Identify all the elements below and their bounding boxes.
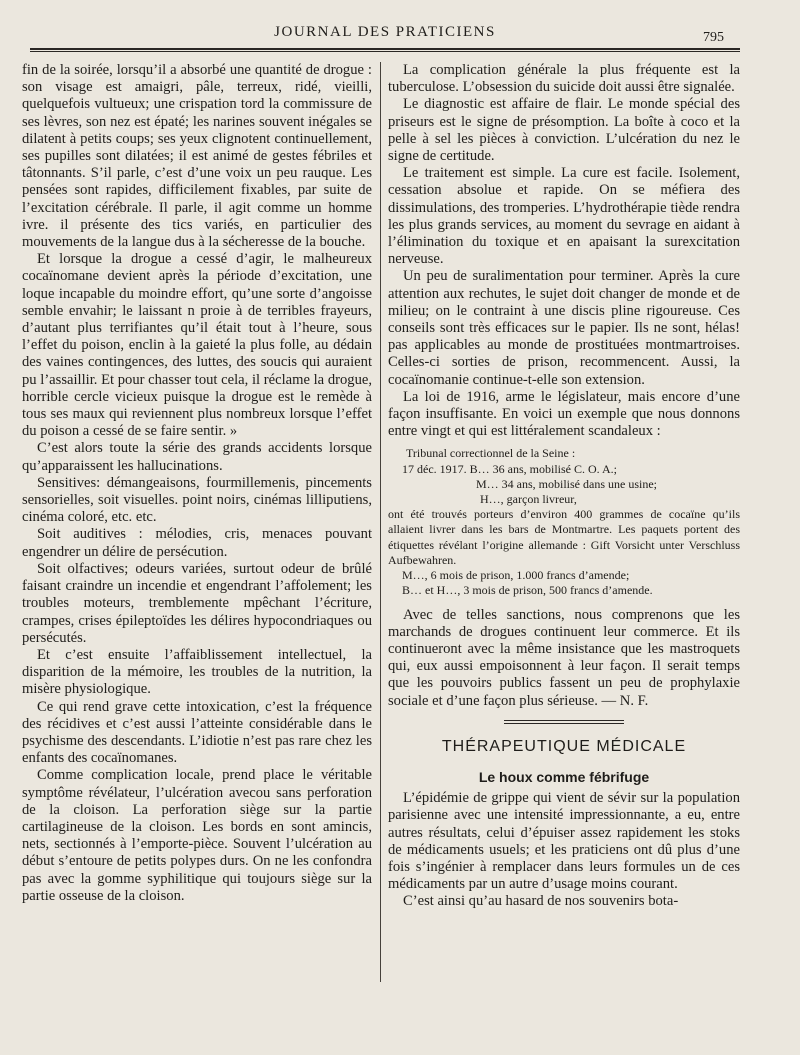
paragraph: fin de la soirée, lorsqu’il a absorbé une quantité de drogue : son visage est amaigri, pâle, terreux, ridé, vieilli, quelquefois vultueux; une crispation tord la commissure de ses lèvres, son nez est épaté; les narines souvent inégales se dilatent à petits coups; ses yeux clignotent continuellement, ses pupilles sont dilatées; il est animé de gestes fébriles et tâtonnants. S’il parle, c’est d’une voix un peu rauque. Les pensées sont rapides, difficilement fixables, par suite de l’excitation cérébrale. Il parle, il agit comme un homme ivre. il présente des tics variés, en particulier des mouvements de la langue dus à la sécheresse de la bouche.	[22, 62, 372, 251]
column-divider	[380, 62, 381, 982]
right-column	[388, 62, 740, 911]
quote-line: H…, garçon livreur,	[480, 492, 577, 507]
court-quote	[388, 446, 740, 598]
paragraph: L’épidémie de grippe qui vient de sévir sur la population parisienne avec une intensité impressionnante, a eu, entre autres résultats, celui d’épuiser assez rapidement les stoks de médicaments usuels; et les praticiens ont dû plus d’une fois s’ingénier à remplacer dans leurs formules un de ces médicaments par un autre d’usage moins courant.	[388, 790, 740, 893]
page-header	[30, 18, 740, 52]
paragraph: Comme complication locale, prend place le véritable symptôme révélateur, l’ulcération avecou sans perforation de la cloison. La perforation siège sur la partie cartilagineuse de la cloison. Les bords en sont amincis, nets, sectionnés à l’emporte-pièce. Souvent l’ulcération au début s’entoure de petits polypes durs. On ne les confondra pas avec la gomme syphilitique qui toujours siège sur la partie osseuse de la cloison.	[22, 767, 372, 904]
paragraph: Soit auditives : mélodies, cris, menaces pouvant engendrer un délire de persécution.	[22, 526, 372, 560]
article-title: Le houx comme fébrifuge	[478, 768, 650, 785]
quote-line: 17 déc. 1917. B… 36 ans, mobilisé C. O. A.;	[402, 461, 617, 476]
quote-sentence: B… et H…, 3 mois de prison, 500 francs d’amende.	[402, 583, 653, 598]
paragraph: Le traitement est simple. La cure est facile. Isolement, cessation absolue et rapide. On se méfiera des dissimulations, des tromperies. L’hydrothérapie tiède rendra les plus grands services, au moment du sevrage en aidant à l’élimination du toxique et en apaisant la surexcitation nerveuse.	[388, 165, 740, 268]
quote-narrative: ont été trouvés porteurs d’environ 400 grammes de cocaïne qu’ils allaient livrer dans les bars de Montmartre. Les paquets portent des étiquettes révélant l’origine allemande : Gift Vorsicht unter Verschluss Aufbewahren.	[388, 507, 740, 567]
paragraph: Le diagnostic est affaire de flair. Le monde spécial des priseurs est le signe de présomption. La boîte à coco et la pelle à sel les pièces à conviction. L’ulcération du nez le signe de certitude.	[388, 96, 740, 165]
paragraph: C’est ainsi qu’au hasard de nos souvenirs bota-	[403, 893, 679, 910]
quote-line: M… 34 ans, mobilisé dans une usine;	[476, 476, 657, 491]
paragraph: La loi de 1916, arme le législateur, mais encore d’une façon insuffisante. En voici un exemple que nous donnons entre vingt et qui est littéralement scandaleux :	[388, 388, 740, 440]
paragraph: Ce qui rend grave cette intoxication, c’est la fréquence des récidives et c’est aussi l’atteinte considérable dans le psychisme des descendants. L’idiotie n’est pas rare chez les enfants des cocaïnomanes.	[22, 698, 372, 767]
quote-court: Tribunal correctionnel de la Seine :	[406, 446, 576, 461]
paragraph: Sensitives: démangeaisons, fourmillemenis, pincements sensorielles, soit visuelles. point noirs, cinémas lilliputiens, cinéma coloré, etc. etc.	[22, 474, 372, 526]
header-rule	[30, 48, 740, 52]
journal-title: JOURNAL DES PRATICIENS	[274, 24, 496, 40]
paragraph: Et c’est ensuite l’affaiblissement intellectuel, la disparition de la mémoire, les troubles de la nutrition, la misère physiologique.	[22, 646, 372, 698]
left-column	[22, 62, 372, 905]
paragraph: Avec de telles sanctions, nous comprenons que les marchands de drogues continuent leur commerce. Et ils continueront avec la même insistance que les mastroquets qui, eux aussi empoisonnent à leur façon. Il serait temps que les pouvoirs publics fassent un peu de prophylaxie sociale et d’une façon plus sérieuse. — N. F.	[388, 606, 740, 709]
section-rule	[504, 720, 624, 724]
paragraph: La complication générale la plus fréquente est la tuberculose. L’obsession du suicide doit aussi être signalée.	[388, 62, 740, 96]
paragraph: Soit olfactives; odeurs variées, surtout odeur de brûlé faisant craindre un incendie et engendrant l’affolement; les troubles moteurs, tremblemente mpêchant l’écriture, crampes, crises épileptoïdes les délires hypocondriaques ou persécutés.	[22, 560, 372, 646]
paragraph: Un peu de suralimentation pour terminer. Après la cure attention aux rechutes, le sujet doit changer de monde et de milieu; on le contraint à une discis pline rigoureuse. Ces conseils sont très efficaces sur le papier. Ils ne sont, hélas! pas applicables au monde de prostituées montmartroises. Celles-ci sorties de prison, recommencent. Aussi, la cocaïnomanie continue-t-elle son extension.	[388, 268, 740, 388]
section-title: THÉRAPEUTIQUE MÉDICALE	[441, 737, 687, 755]
quote-sentence: M…, 6 mois de prison, 1.000 francs d’amende;	[402, 568, 630, 583]
paragraph: C’est alors toute la série des grands accidents lorsque qu’apparaissent les hallucinations.	[22, 440, 372, 474]
paragraph: Et lorsque la drogue a cessé d’agir, le malheureux cocaïnomane devient après la période d’excitation, une loque incapable du moindre effort, qu’une sorte d’angoisse semble envahir; le laissant n proie à de terribles frayeurs, d’autant plus terrifiantes qu’il était tout à l’heure, sous l’effet du poison, enclin à la gaieté la plus folle, au dédain des vaines contingences, des luttes, des soucis qui auraient pu l’assaillir. Et pour chasser tout cela, il réclame la drogue, horrible cercle vicieux puisque la drogue est le remède à tous ses maux qui reviennent plus nombreux lorsque l’effet du poison a cessé de se faire sentir. »	[22, 251, 372, 440]
page-number: 795	[703, 30, 724, 45]
